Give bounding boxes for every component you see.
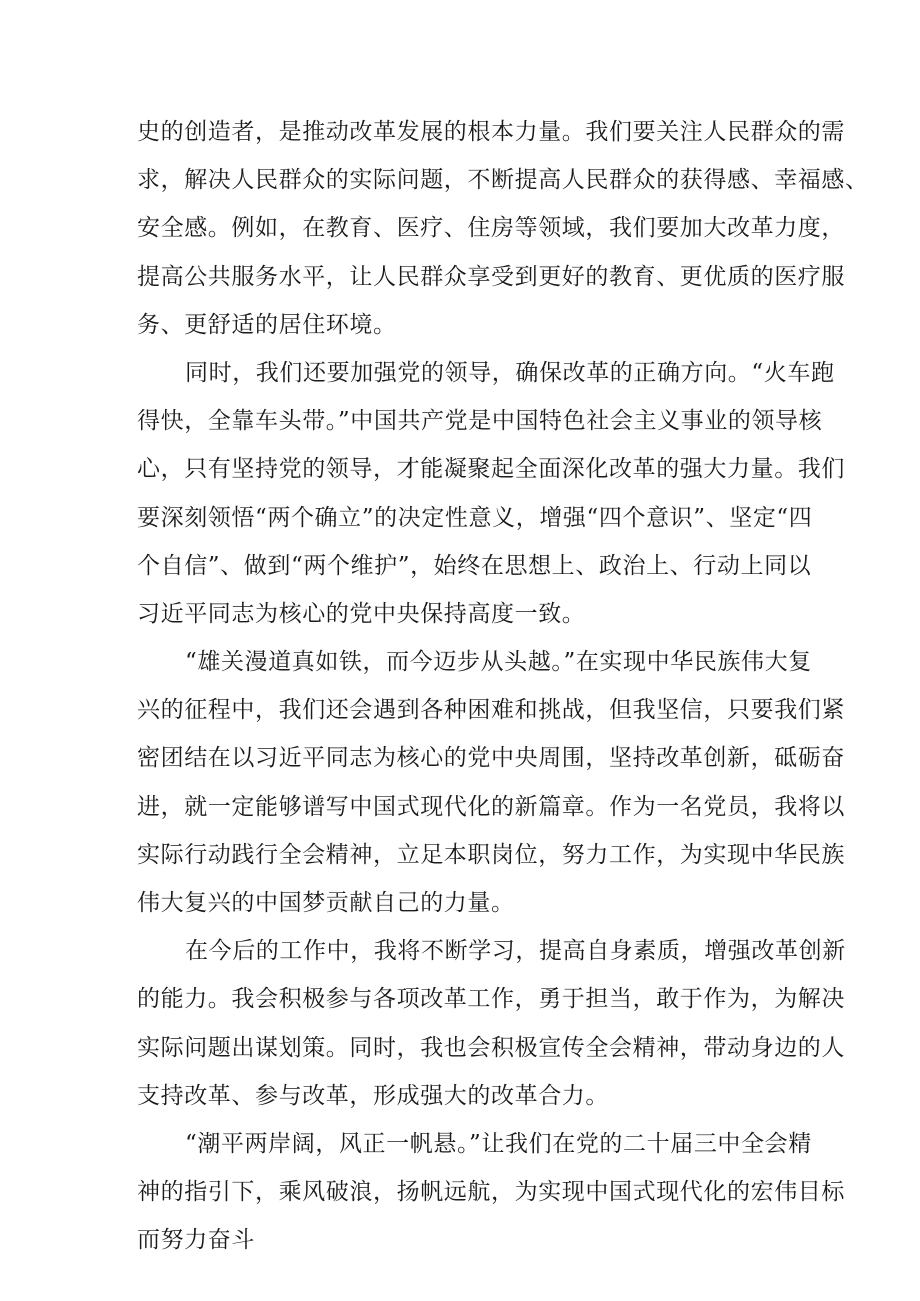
text-line: 而努力奋斗 <box>137 1227 255 1254</box>
text-line: 习近平同志为核心的党中央保持高度一致。 <box>137 600 586 627</box>
text-line: 个自信”、做到“两个维护”，始终在思想上、政治上、行动上同以 <box>137 552 812 579</box>
paragraph-1 <box>137 108 869 349</box>
text-line: 实际问题出谋划策。同时，我也会积极宣传全会精神，带动身边的人 <box>137 1034 845 1061</box>
text-line: 进，就一定能够谱写中国式现代化的新篇章。作为一名党员，我将以 <box>137 793 845 820</box>
text-line: 神的指引下，乘风破浪，扬帆远航，为实现中国式现代化的宏伟目标 <box>137 1179 845 1206</box>
text-line: 实际行动践行全会精神，立足本职岗位，努力工作，为实现中华民族 <box>137 841 845 868</box>
text-line: 伟大复兴的中国梦贡献自己的力量。 <box>137 890 515 916</box>
paragraph-4 <box>137 927 846 1120</box>
text-line: 支持改革、参与改革，形成强大的改革合力。 <box>137 1082 609 1109</box>
paragraph-3 <box>137 638 845 927</box>
text-line: 得快，全靠车头带。”中国共产党是中国特色社会主义事业的领导核 <box>137 408 823 435</box>
text-line: 同时，我们还要加强党的领导，确保改革的正确方向。“火车跑 <box>185 359 835 386</box>
text-line: 求，解决人民群众的实际问题，不断提高人民群众的获得感、幸福感、 <box>137 167 869 194</box>
text-line: 提高公共服务水平，让人民群众享受到更好的教育、更优质的医疗服 <box>137 263 845 290</box>
text-line: 安全感。例如，在教育、医疗、住房等领域，我们要加大改革力度， <box>137 215 845 242</box>
text-line: 密团结在以习近平同志为核心的党中央周围，坚持改革创新，砥砺奋 <box>137 745 845 772</box>
text-line: 史的创造者，是推动改革发展的根本力量。我们要关注人民群众的需 <box>137 119 845 145</box>
document-body <box>137 108 869 1265</box>
text-line: “雄关漫道真如铁，而今迈步从头越。”在实现中华民族伟大复 <box>185 649 812 676</box>
text-line: 务、更舒适的居住环境。 <box>137 311 397 338</box>
text-line: “潮平两岸阔，风正一帆悬。”让我们在党的二十届三中全会精 <box>185 1130 812 1157</box>
text-line: 的能力。我会积极参与各项改革工作，勇于担当，敢于作为，为解决 <box>137 986 845 1013</box>
text-line: 心，只有坚持党的领导，才能凝聚起全面深化改革的强大力量。我们 <box>137 456 845 483</box>
text-line: 在今后的工作中，我将不断学习，提高自身素质，增强改革创新 <box>185 938 846 965</box>
paragraph-2 <box>137 349 845 638</box>
text-line: 兴的征程中，我们还会遇到各种困难和挑战，但我坚信，只要我们紧 <box>137 697 845 724</box>
paragraph-5 <box>137 1120 845 1265</box>
text-line: 要深刻领悟“两个确立”的决定性意义，增强“四个意识”、坚定“四 <box>137 504 813 531</box>
